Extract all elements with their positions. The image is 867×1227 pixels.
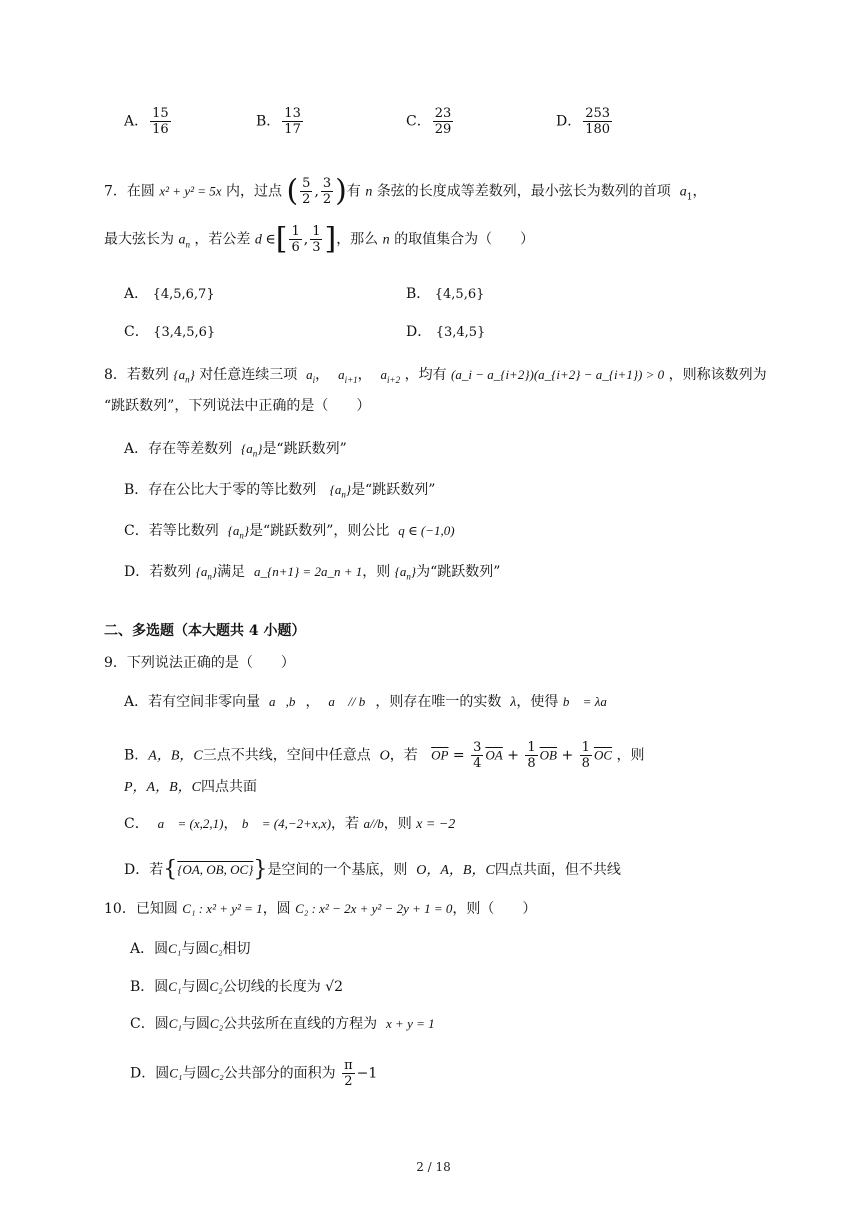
q8-stem-line2: “跳跃数列”，下列说法中正确的是（ ） bbox=[104, 398, 371, 414]
page-number: 2 / 18 bbox=[416, 1160, 451, 1174]
q8-option-d: D．若数列 $\{a_n\}$满足 a_{n+1} = 2a_n + 1，则 $\{a_n\}$为“跳跃数列” bbox=[124, 564, 501, 582]
q8-stem-line1: 8．若数列 $\{a_n\}$ 对任意连续三项 $a_i$， $a_{i+1}$， $a_{i+2}$ ，均有 (a_i − a_{i+2})(a_{i+2} − a_{i+1}) > 0 ，则称该数列为 bbox=[104, 367, 767, 385]
q6-option-c: C． $\frac{23}{29}$ bbox=[406, 106, 452, 137]
q10-stem: 10．已知圆 C₁ : x² + y² = 1，圆 C₂ : x² − 2x + y² − 2y + 1 = 0，则（ ） bbox=[104, 901, 537, 917]
q6-option-d: D． $\frac{253}{180}$ bbox=[556, 106, 611, 137]
q9-option-d: D．若{{OA, OB, OC}}是空间的一个基底，则 O，A，B，C四点共面，但不共线 bbox=[124, 857, 621, 882]
q8-option-c: C．若等比数列 $\{a_n\}$是“跳跃数列”，则公比 q ∈ (−1,0) bbox=[124, 523, 455, 541]
q8-option-b: B．存在公比大于零的等比数列 $\{a_n\}$是“跳跃数列” bbox=[124, 482, 436, 500]
q7-option-c: C． {3,4,5,6} bbox=[124, 324, 216, 340]
q10-option-a: A．圆C₁与圆C₂相切 bbox=[130, 941, 251, 957]
q9-option-b-line2: P，A，B，C四点共面 bbox=[124, 779, 257, 795]
q9-option-a: A．若有空间非零向量 a⃗,b⃗， a⃗ // b⃗，则存在唯一的实数 λ，使得 b⃗ = λa⃗ bbox=[124, 694, 617, 710]
q10-option-c: C．圆C₁与圆C₂公共弦所在直线的方程为 x + y = 1 bbox=[130, 1016, 435, 1032]
q10-option-b: B．圆C₁与圆C₂公切线的长度为 √2 bbox=[130, 979, 343, 995]
q7-stem-line2: 最大弦长为 $a_n$ ，若公差 d ∈[ $\frac{1}{6}$ , $\frac{1}{3}$ ]，那么 n 的取值集合为（ ） bbox=[104, 221, 535, 257]
q9-option-c: C． a⃗ = (x,2,1)， b⃗ = (4,−2+x,x)，若 a//b，则 x = −2 bbox=[124, 816, 456, 832]
q7-stem-line1: 7．在圆 x² + y² = 5x 内，过点 ( $\frac{5}{2}$ , $\frac{3}{2}$ )有 n 条弦的长度成等差数列，最小弦长为数列的首项 $a_1$， bbox=[104, 173, 707, 209]
q7-option-d: D． {3,4,5} bbox=[406, 324, 486, 340]
section-title-multiple-choice: 二、多选题（本大题共 4 小题） bbox=[104, 623, 306, 639]
q6-option-b: B． $\frac{13}{17}$ bbox=[256, 106, 301, 137]
q6-option-a: A． $\frac{15}{16}$ bbox=[124, 106, 169, 137]
q7-option-b: B． {4,5,6} bbox=[406, 286, 485, 302]
q9-option-b-line1: B．A，B，C三点不共线，空间中任意点 O，若 $\overline{OP}$ = $\frac{3}{4}$ $\overline{OA}$ + $\frac{1}{8}$ $\overline{OB}$ + $\frac{1}{8}$ $\overline{OC}$ ，则 bbox=[124, 740, 645, 771]
q9-stem: 9．下列说法正确的是（ ） bbox=[104, 655, 295, 671]
q8-option-a: A．存在等差数列 $\{a_n\}$是“跳跃数列” bbox=[124, 441, 347, 459]
q10-option-d: D．圆C₁与圆C₂公共部分的面积为 $\frac{\pi}{2}$ −1 bbox=[130, 1058, 378, 1089]
q7-option-a: A． {4,5,6,7} bbox=[124, 286, 215, 302]
